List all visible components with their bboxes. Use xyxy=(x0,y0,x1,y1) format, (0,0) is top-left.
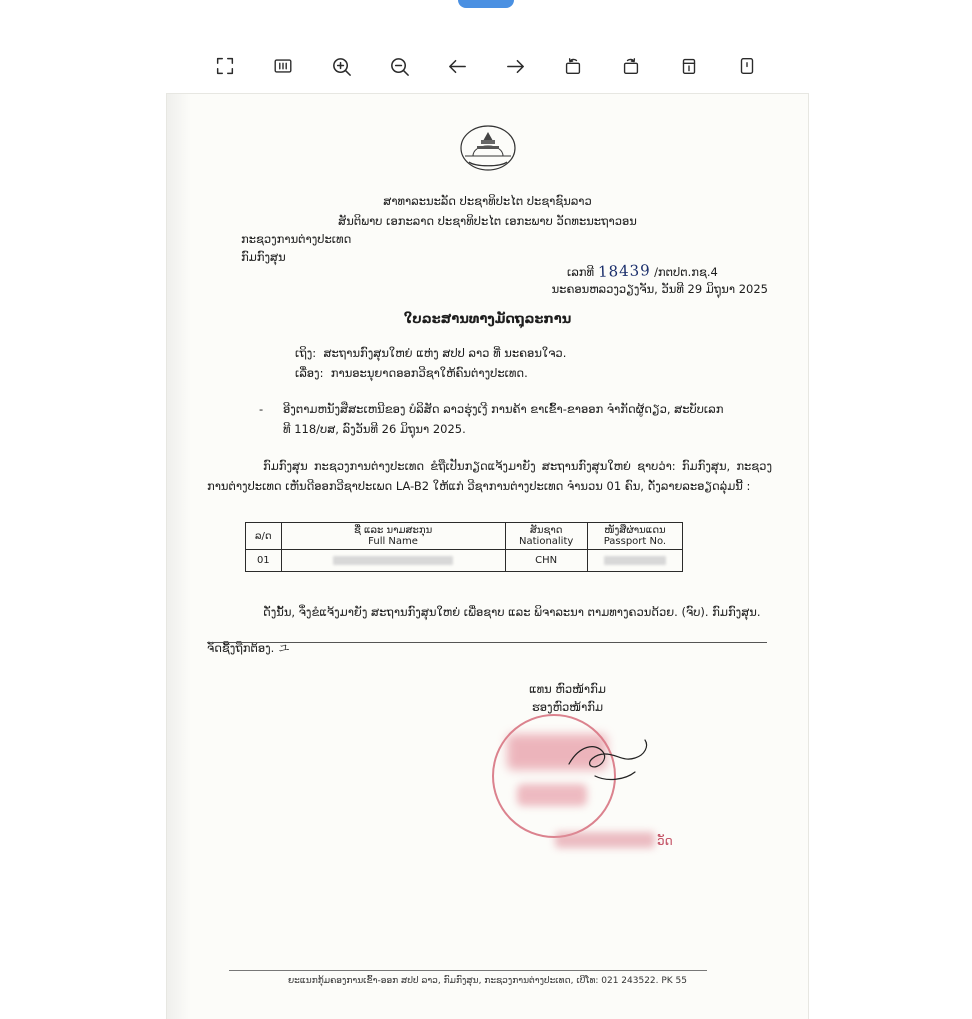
reference-label: ເລກທີ xyxy=(567,265,595,279)
department-line: ກົມກົງສຸນ xyxy=(241,250,286,264)
rotate-right-icon[interactable] xyxy=(615,50,647,82)
body-paragraph-1-text: ກົມກົງສຸນ ກະຊວງການຕ່າງປະເທດ ຂໍຖືເປັນກຽດແຈ້ງມາຍັງ ສະຖານກົງສຸນໃຫຍ່ ຊາບວ່າ: ກົມກົງສຸນ, ກະຊວງການຕ່າງປະເທດ ເຫັນດີອອກວີຊາປະເພດ LA-B2 ໃຫ້ແກ່ ວີຊາການຕ່າງປະເທດ ຈຳນວນ 01 ຄົນ, ດັ່ງລາຍລະອຽດລຸ່ມນີ້ : xyxy=(207,459,772,493)
column-header-passport-lao: ໜັງສືຜ່ານແດນ xyxy=(604,525,666,536)
subject-label: ເລື່ອງ: xyxy=(295,366,324,380)
actual-size-icon[interactable] xyxy=(267,50,299,82)
table-row xyxy=(246,550,683,572)
reference-number xyxy=(567,262,718,280)
document-title: ໃບລະສານທາງມັດຖຸລະການ xyxy=(403,312,572,327)
previous-icon[interactable] xyxy=(441,50,473,82)
reference-suffix: /ກຕປຕ.ກຊ.4 xyxy=(654,265,718,279)
column-header-no xyxy=(246,523,282,550)
reference-value: 18439 xyxy=(597,261,651,281)
recipient-label: ເຖິງ: xyxy=(295,346,317,360)
divider xyxy=(207,642,767,643)
cell-nationality: CHN xyxy=(505,550,587,572)
column-header-nationality-en: Nationality xyxy=(519,536,574,547)
country-line: ສາທາລະນະລັດ ປະຊາທິປະໄຕ ປະຊາຊົນລາວ xyxy=(383,194,592,208)
recipient-line xyxy=(295,346,566,360)
redaction-block xyxy=(604,556,666,565)
national-emblem-icon xyxy=(455,122,521,178)
subject-value: ການອະນຸຍາດອອກວີຊາໃຫ້ຄົນຕ່າງປະເທດ. xyxy=(330,366,528,380)
signer-name-tail: ວັດ xyxy=(657,834,673,848)
ministry-line: ກະຊວງການຕ່າງປະເທດ xyxy=(241,232,352,246)
signature-title: ແທນ ຫົວໜ້າກົມ xyxy=(529,682,606,696)
column-header-nationality xyxy=(505,523,587,550)
footer-divider xyxy=(229,970,707,971)
rotate-left-icon[interactable] xyxy=(557,50,589,82)
handwritten-note-text: ຈັດຊື້ງຖືກຕ້ອງ. xyxy=(207,641,275,655)
recipient-value: ສະຖານກົງສຸນໃຫຍ່ ແຫ່ງ ສປປ ລາວ ທີ່ ນະຄອນໃຈວ. xyxy=(323,346,567,360)
column-header-passport-en: Passport No. xyxy=(603,536,667,547)
body-paragraph-1 xyxy=(207,456,772,496)
handwritten-signature xyxy=(565,726,685,796)
reference-bullet-line-1: ອີງຕາມຫນັງສືສະເຫນີຂອງ ບໍລິສັດ ລາວຮຸ່ງເງີ ການຄ້າ ຂາເຂົ້າ-ຂາອອກ ຈຳກັດຜູ້ດຽວ, ສະບັບເລກ xyxy=(283,402,724,416)
column-header-nationality-lao: ສັນຊາດ xyxy=(529,525,563,536)
initial-mark: ユ xyxy=(277,640,291,656)
body-paragraph-2 xyxy=(207,602,772,622)
info-icon[interactable] xyxy=(731,50,763,82)
document-viewport[interactable] xyxy=(167,94,808,1019)
motto-line: ສັນຕິພາບ ເອກະລາດ ປະຊາທິປະໄຕ ເອກະພາບ ວັດທະນະຖາວອນ xyxy=(338,214,637,228)
signature-subtitle: ຮອງຫົວໜ້າກົມ xyxy=(531,700,604,714)
viewer-toolbar xyxy=(0,40,972,92)
zoom-in-icon[interactable] xyxy=(325,50,357,82)
next-icon[interactable] xyxy=(499,50,531,82)
column-header-passport xyxy=(587,523,682,550)
cell-fullname-redacted xyxy=(281,550,505,572)
zoom-out-icon[interactable] xyxy=(383,50,415,82)
cell-passport-redacted xyxy=(587,550,682,572)
column-header-no-lao: ລ/ດ xyxy=(255,530,272,542)
column-header-fullname-lao: ຊື່ ແລະ ນາມສະກຸນ xyxy=(353,525,433,536)
cell-no: 01 xyxy=(246,550,282,572)
document-page xyxy=(167,94,808,1019)
column-header-fullname xyxy=(281,523,505,550)
top-handle-pill xyxy=(458,0,514,8)
table-header-row xyxy=(246,523,683,550)
reference-bullet-line-2: ທີ 118/ບສ, ລົງວັນທີ 26 ມິຖຸນາ 2025. xyxy=(283,422,466,436)
redaction-block xyxy=(333,556,453,565)
delete-icon[interactable] xyxy=(673,50,705,82)
footer-contact: ຍະແນກກຸ້ມຄອງການເຂົ້າ-ອອກ ສປປ ລາວ, ກົມກົງສຸນ, ກະຊວງການຕ່າງປະເທດ, ເບີໂທ: 021 243522. PK 55 xyxy=(287,976,688,986)
signer-name-redaction xyxy=(555,832,655,848)
column-header-fullname-en: Full Name xyxy=(368,536,418,547)
body-paragraph-2-text: ດັ່ງນັ້ນ, ຈຶ່ງຂໍແຈ້ງມາຍັງ ສະຖານກົງສຸນໃຫຍ່ ເພື່ອຊາບ ແລະ ພິຈາລະນາ ຕາມທາງຄວນດ້ວຍ. (ຈົບ). ກົມກົງສຸນ. xyxy=(263,605,761,619)
subject-line xyxy=(295,366,528,380)
visa-applicants-table xyxy=(245,522,683,572)
fit-screen-icon[interactable] xyxy=(209,50,241,82)
bullet-dash: - xyxy=(259,402,264,416)
place-and-date: ນະຄອນຫລວງວຽງຈັນ, ວັນທີ 29 ມິຖຸນາ 2025 xyxy=(551,282,768,296)
